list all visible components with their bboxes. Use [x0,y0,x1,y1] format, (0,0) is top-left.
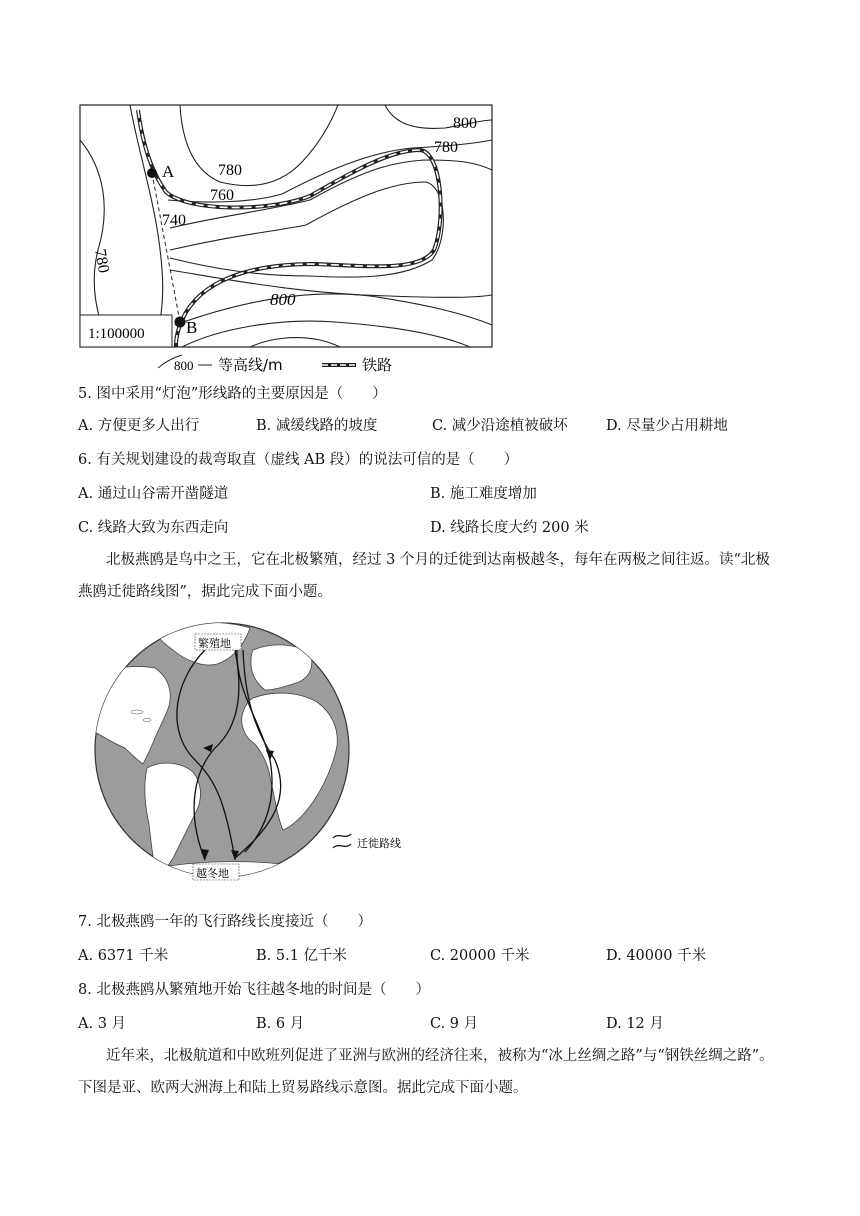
question-5-stem: 5. 图中采用“灯泡”形线路的主要原因是（ ） [78,386,387,402]
q5-option-d[interactable]: D. 尽量少占用耕地 [606,418,728,434]
point-a-label: A [162,162,175,181]
svg-text:800: 800 [174,358,194,373]
contour-map-figure [70,100,500,385]
ab-dashed-line [152,173,180,322]
q7-option-a[interactable]: A. 6371 千米 [78,948,169,964]
q6-option-b[interactable]: B. 施工难度增加 [430,486,537,502]
point-a [147,168,157,178]
q5-option-b[interactable]: B. 减缓线路的坡度 [256,418,378,434]
q8-option-a[interactable]: A. 3 月 [78,1016,127,1032]
svg-text:760: 760 [210,187,234,204]
wintering-ground-label: 越冬地 [196,867,229,880]
q7-option-d[interactable]: D. 40000 千米 [606,948,707,964]
contour-legend-label: 等高线/m [218,356,283,374]
question-8-stem: 8. 北极燕鸥从繁殖地开始飞往越冬地的时间是（ ） [78,982,430,998]
q6-option-a[interactable]: A. 通过山谷需开凿隧道 [78,486,229,502]
svg-text:800: 800 [453,115,477,132]
question-6-stem: 6. 有关规划建设的裁弯取直（虚线 AB 段）的说法可信的是（ ） [78,452,519,468]
point-b [175,317,186,328]
svg-text:780: 780 [91,247,112,275]
svg-text:780: 780 [218,162,242,179]
q8-option-b[interactable]: B. 6 月 [256,1016,305,1032]
railway-legend-label: 铁路 [362,356,393,374]
q7-option-c[interactable]: C. 20000 千米 [430,948,530,964]
q6-option-d[interactable]: D. 线路长度大约 200 米 [430,520,589,536]
breeding-ground-label: 繁殖地 [198,637,231,650]
q7-option-b[interactable]: B. 5.1 亿千米 [256,948,348,964]
svg-text:780: 780 [434,139,458,156]
q8-option-c[interactable]: C. 9 月 [430,1016,479,1032]
migration-globe-figure [85,620,415,890]
q6-option-c[interactable]: C. 线路大致为东西走向 [78,520,229,536]
map-frame [80,105,492,347]
svg-text:740: 740 [162,212,186,229]
q5-option-c[interactable]: C. 减少沿途植被破坏 [432,418,568,434]
q8-option-d[interactable]: D. 12 月 [606,1016,664,1032]
question-7-stem: 7. 北极燕鸥一年的飞行路线长度接近（ ） [78,914,372,930]
migration-legend-label: 迁徙路线 [357,837,401,850]
point-b-label: B [186,318,198,337]
svg-text:800: 800 [270,290,296,309]
contour-lines [80,105,492,347]
migration-legend-icon [333,834,351,838]
scale-label: 1:100000 [88,326,145,342]
passage-arctic-tern: 北极燕鸥是鸟中之王，它在北极繁殖，经过 3 个月的迁徙到达南极越冬，每年在两极之间往返。读“北极燕鸥迁徙路线图”，据此完成下面小题。 [78,552,770,600]
passage-silk-road: 近年来，北极航道和中欧班列促进了亚洲与欧洲的经济往来，被称为“冰上丝绸之路”与“钢铁丝绸之路”。下图是亚、欧两大洲海上和陆上贸易路线示意图。据此完成下面小题。 [78,1048,774,1096]
q5-option-a[interactable]: A. 方便更多人出行 [78,418,200,434]
